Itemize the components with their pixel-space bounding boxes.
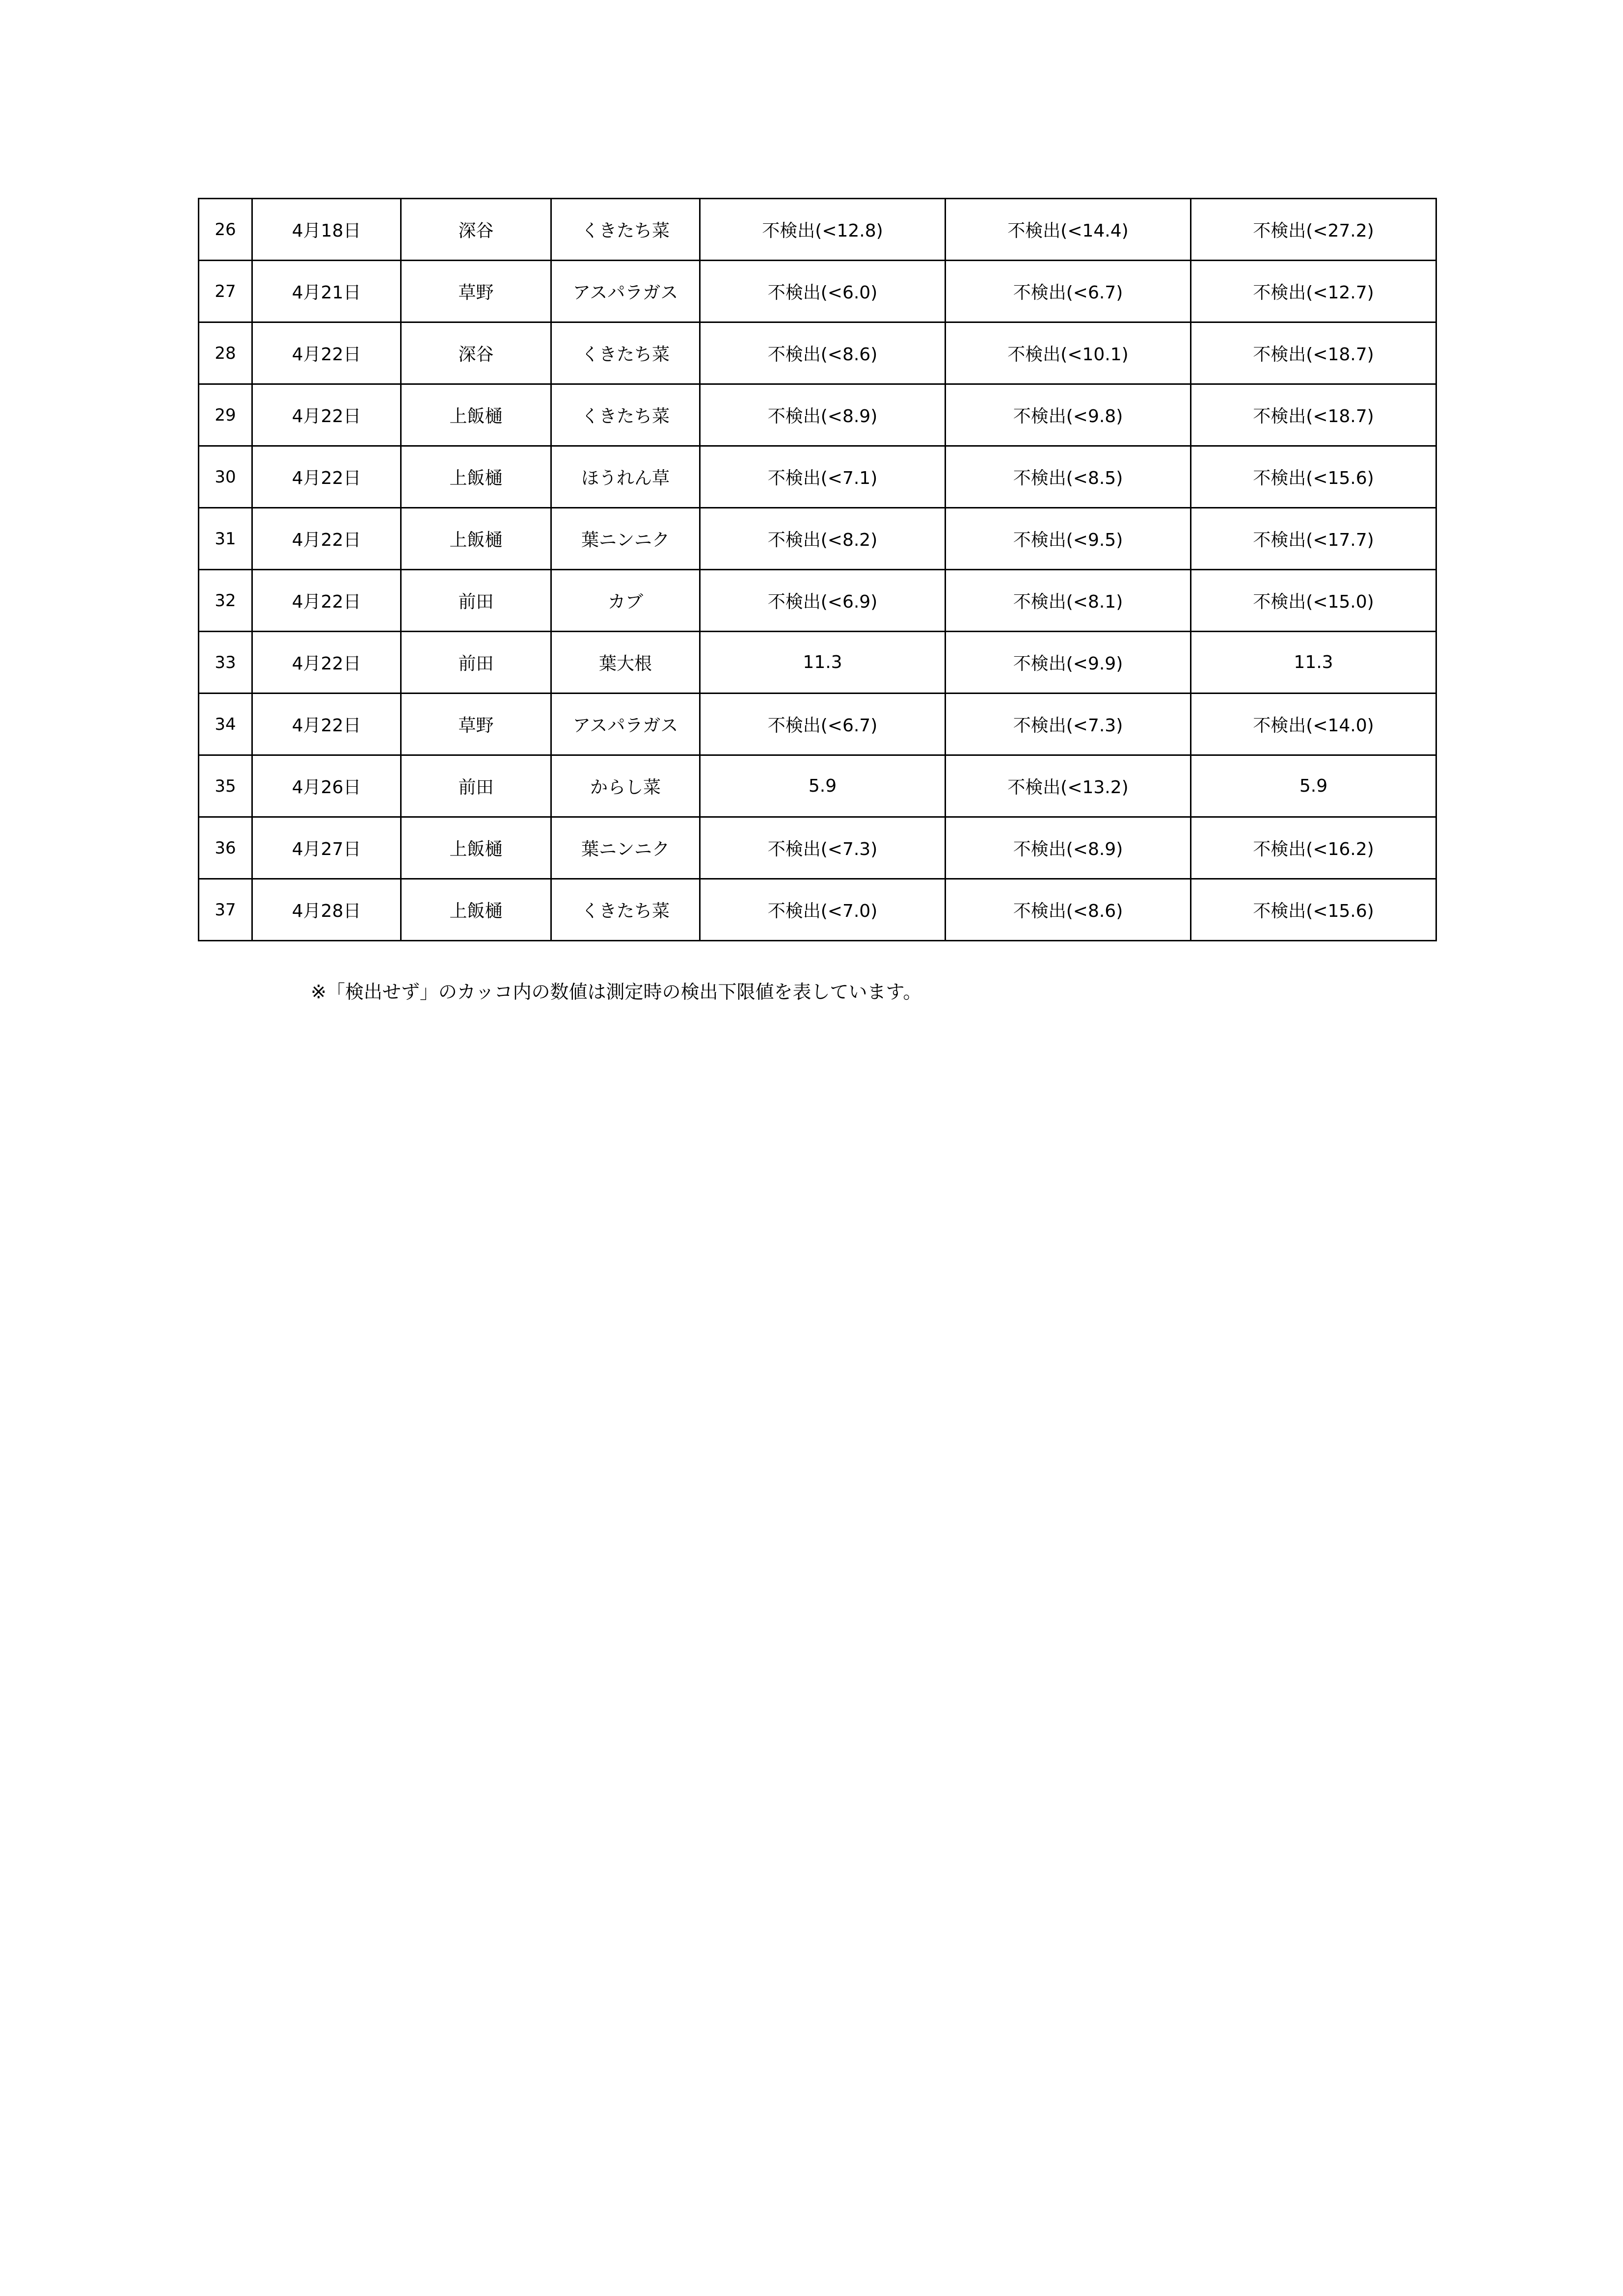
date-cell: 4月22日: [252, 694, 401, 755]
table-row: [199, 446, 1436, 508]
item-cell: くきたち菜: [551, 384, 700, 446]
table-row: [199, 384, 1436, 446]
value-3-cell: 不検出(<14.0): [1191, 694, 1436, 755]
value-2-cell: 不検出(<13.2): [946, 755, 1191, 817]
value-1-cell: 不検出(<7.3): [700, 817, 946, 879]
value-2-cell: 不検出(<9.8): [946, 384, 1191, 446]
item-cell: くきたち菜: [551, 199, 700, 261]
row-number-cell: 32: [199, 570, 252, 632]
item-cell: 葉ニンニク: [551, 508, 700, 570]
date-cell: 4月21日: [252, 261, 401, 322]
value-2-cell: 不検出(<7.3): [946, 694, 1191, 755]
row-number-cell: 37: [199, 879, 252, 941]
value-2-cell: 不検出(<9.9): [946, 632, 1191, 694]
row-number-cell: 35: [199, 755, 252, 817]
item-cell: 葉大根: [551, 632, 700, 694]
table-row: [199, 322, 1436, 384]
date-cell: 4月22日: [252, 322, 401, 384]
area-cell: 上飯樋: [401, 384, 551, 446]
value-1-cell: 不検出(<6.9): [700, 570, 946, 632]
value-2-cell: 不検出(<8.6): [946, 879, 1191, 941]
row-number-cell: 31: [199, 508, 252, 570]
row-number-cell: 36: [199, 817, 252, 879]
item-cell: アスパラガス: [551, 694, 700, 755]
value-1-cell: 5.9: [700, 755, 946, 817]
area-cell: 前田: [401, 632, 551, 694]
value-2-cell: 不検出(<10.1): [946, 322, 1191, 384]
item-cell: くきたち菜: [551, 879, 700, 941]
value-3-cell: 不検出(<27.2): [1191, 199, 1436, 261]
value-1-cell: 不検出(<7.1): [700, 446, 946, 508]
area-cell: 上飯樋: [401, 817, 551, 879]
date-cell: 4月28日: [252, 879, 401, 941]
value-2-cell: 不検出(<14.4): [946, 199, 1191, 261]
value-2-cell: 不検出(<6.7): [946, 261, 1191, 322]
date-cell: 4月27日: [252, 817, 401, 879]
value-3-cell: 不検出(<16.2): [1191, 817, 1436, 879]
row-number-cell: 33: [199, 632, 252, 694]
row-number-cell: 29: [199, 384, 252, 446]
item-cell: くきたち菜: [551, 322, 700, 384]
area-cell: 草野: [401, 261, 551, 322]
item-cell: からし菜: [551, 755, 700, 817]
table-row: [199, 570, 1436, 632]
date-cell: 4月22日: [252, 384, 401, 446]
footnote: ※「検出せず」のカッコ内の数値は測定時の検出下限値を表しています。: [311, 981, 922, 1003]
date-cell: 4月22日: [252, 508, 401, 570]
item-cell: ほうれん草: [551, 446, 700, 508]
row-number-cell: 26: [199, 199, 252, 261]
table-row: [199, 755, 1436, 817]
date-cell: 4月26日: [252, 755, 401, 817]
value-1-cell: 11.3: [700, 632, 946, 694]
area-cell: 深谷: [401, 199, 551, 261]
area-cell: 前田: [401, 755, 551, 817]
results-table: [198, 198, 1437, 941]
row-number-cell: 30: [199, 446, 252, 508]
row-number-cell: 34: [199, 694, 252, 755]
item-cell: カブ: [551, 570, 700, 632]
item-cell: アスパラガス: [551, 261, 700, 322]
value-3-cell: 不検出(<15.0): [1191, 570, 1436, 632]
value-3-cell: 不検出(<17.7): [1191, 508, 1436, 570]
value-1-cell: 不検出(<8.2): [700, 508, 946, 570]
area-cell: 深谷: [401, 322, 551, 384]
table-row: [199, 261, 1436, 322]
value-1-cell: 不検出(<8.6): [700, 322, 946, 384]
table-row: [199, 694, 1436, 755]
value-1-cell: 不検出(<6.0): [700, 261, 946, 322]
area-cell: 前田: [401, 570, 551, 632]
table-row: [199, 879, 1436, 941]
value-1-cell: 不検出(<8.9): [700, 384, 946, 446]
value-3-cell: 不検出(<18.7): [1191, 384, 1436, 446]
date-cell: 4月22日: [252, 570, 401, 632]
value-1-cell: 不検出(<6.7): [700, 694, 946, 755]
value-3-cell: 11.3: [1191, 632, 1436, 694]
table-row: [199, 817, 1436, 879]
row-number-cell: 27: [199, 261, 252, 322]
table-row: [199, 632, 1436, 694]
area-cell: 上飯樋: [401, 508, 551, 570]
value-2-cell: 不検出(<8.9): [946, 817, 1191, 879]
value-2-cell: 不検出(<9.5): [946, 508, 1191, 570]
value-3-cell: 不検出(<12.7): [1191, 261, 1436, 322]
value-1-cell: 不検出(<7.0): [700, 879, 946, 941]
date-cell: 4月22日: [252, 446, 401, 508]
table-row: [199, 508, 1436, 570]
area-cell: 草野: [401, 694, 551, 755]
item-cell: 葉ニンニク: [551, 817, 700, 879]
value-3-cell: 不検出(<15.6): [1191, 446, 1436, 508]
table-row: [199, 199, 1436, 261]
value-3-cell: 不検出(<18.7): [1191, 322, 1436, 384]
area-cell: 上飯樋: [401, 879, 551, 941]
area-cell: 上飯樋: [401, 446, 551, 508]
value-3-cell: 不検出(<15.6): [1191, 879, 1436, 941]
date-cell: 4月22日: [252, 632, 401, 694]
value-2-cell: 不検出(<8.5): [946, 446, 1191, 508]
value-3-cell: 5.9: [1191, 755, 1436, 817]
table-body: [199, 199, 1436, 941]
date-cell: 4月18日: [252, 199, 401, 261]
value-2-cell: 不検出(<8.1): [946, 570, 1191, 632]
value-1-cell: 不検出(<12.8): [700, 199, 946, 261]
row-number-cell: 28: [199, 322, 252, 384]
